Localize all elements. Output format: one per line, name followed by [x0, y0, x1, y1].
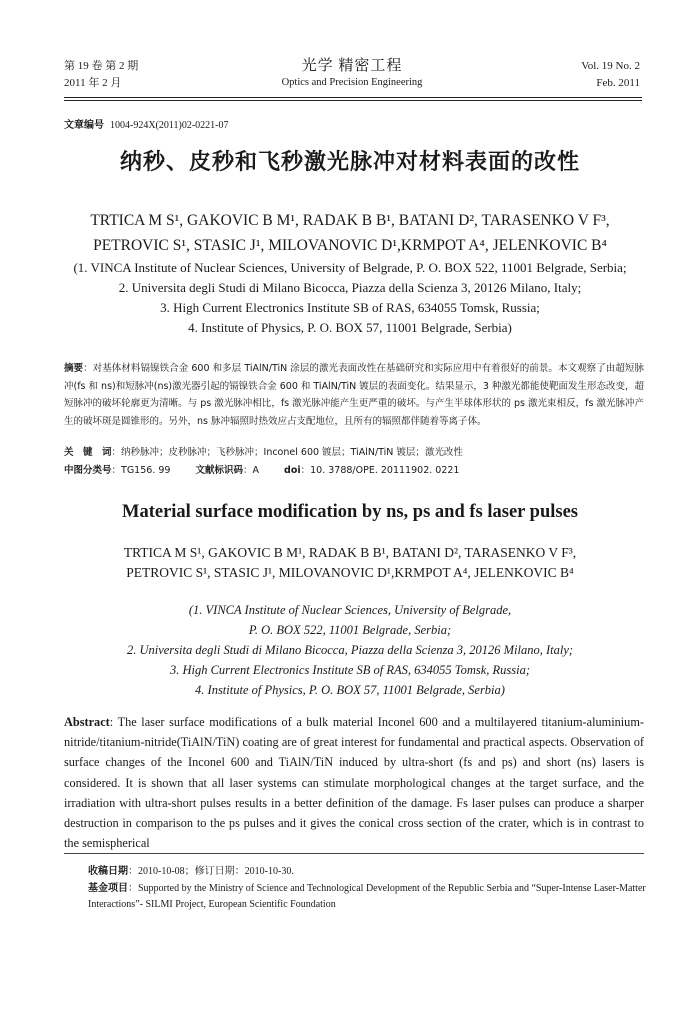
fund-text: ：Supported by the Ministry of Science and Technological Development of the Republic Serbia and “Super-Intense Laser-Matter Interactions”- SILMI Project, European Scientific Foundation [88, 883, 646, 910]
author-line-1: TRTICA M S¹, GAKOVIC B M¹, RADAK B B¹, BATANI D², TARASENKO V F³, [90, 212, 610, 229]
affiliation-2: 2. Universita degli Studi di Milano Bicocca, Piazza della Scienza 3, 20126 Milano, Italy; [118, 280, 582, 295]
affiliation-en-1b: P. O. BOX 522, 11001 Belgrade, Serbia; [248, 623, 452, 637]
volume-en: Vol. 19 No. 2 [581, 60, 640, 72]
document-code [195, 465, 259, 476]
date-cn: 2011 年 2 月 [64, 77, 122, 89]
received-text: ：2010-10-08；修订日期：2010-10-30. [128, 866, 294, 877]
author-en-line-2: PETROVIC S¹, STASIC J¹, MILOVANOVIC D¹,KRMPOT A⁴, JELENKOVIC B⁴ [126, 565, 574, 580]
affiliation-4: 4. Institute of Physics, P. O. BOX 57, 11001 Belgrade, Serbia) [188, 320, 512, 335]
author-list [40, 208, 660, 258]
journal-name-en: Optics and Precision Engineering [281, 77, 423, 88]
doi-label: doi [284, 465, 301, 476]
affiliation-en-2: 2. Universita degli Studi di Milano Bicocca, Piazza della Scienza 3, 20126 Milano, Italy; [126, 643, 574, 657]
doi [284, 465, 459, 476]
affiliation-list [40, 258, 660, 338]
footnote-received [88, 864, 648, 880]
header-rule-bottom [64, 100, 642, 101]
affiliation-3: 3. High Current Electronics Institute SB of RAS, 634055 Tomsk, Russia; [160, 300, 540, 315]
doi-value: ：10. 3788/OPE. 20111902. 0221 [300, 465, 460, 476]
keywords-cn [64, 445, 463, 461]
footnote-fund [88, 881, 648, 913]
affiliation-list-en [40, 600, 660, 700]
header-center [64, 56, 640, 90]
article-number-value: 1004-924X(2011)02-0221-07 [110, 120, 229, 131]
received-label: 收稿日期 [88, 866, 128, 877]
affiliation-1: (1. VINCA Institute of Nuclear Sciences, University of Belgrade, P. O. BOX 522, 11001 Belgrade, Serbia; [73, 260, 627, 275]
classification-line [64, 463, 481, 479]
fund-label: 基金项目 [88, 883, 128, 894]
volume-cn: 第 19 卷 第 2 期 [64, 60, 139, 72]
journal-name-cn: 光学 精密工程 [301, 58, 403, 74]
clc-number [64, 465, 170, 476]
author-list-en [60, 543, 640, 583]
title-en: Material surface modification by ns, ps and fs laser pulses [121, 502, 578, 522]
date-en: Feb. 2011 [596, 77, 640, 89]
affiliation-en-3: 3. High Current Electronics Institute SB of RAS, 634055 Tomsk, Russia; [169, 663, 531, 677]
header-right [581, 58, 640, 92]
article-number-label: 文章编号 [64, 120, 104, 131]
abstract-en [64, 712, 644, 853]
running-header [64, 58, 640, 98]
affiliation-en-4: 4. Institute of Physics, P. O. BOX 57, 11001 Belgrade, Serbia) [195, 683, 505, 697]
abstract-en-text: : The laser surface modifications of a bulk material Inconel 600 and a multilayered titanium-aluminium-nitride/titanium-nitride(TiAlN/TiN) coating are of great interest for fundamental and practical aspects. Observation of surface changes of the Inconel 600 and TiAlN/TiN induced by ultra-short (fs and ps) and short (ns) lasers is considered. It is shown that all laser systems can stimulate morphological changes at the target surface, and the irradiation with ultra-short pulses results in a better definition of the damage. Fs laser pulses can produce a sharper destruction in comparison to the ps pulses and it gives the conical cross section of the crater, which is in contrast to the semispherical [64, 715, 644, 851]
abstract-en-label: Abstract [64, 715, 110, 729]
article-number [64, 116, 229, 131]
clc-label: 中图分类号 [64, 465, 112, 476]
footnote-rule [64, 853, 644, 854]
clc-value: ：TG156. 99 [111, 465, 171, 476]
author-en-line-1: TRTICA M S¹, GAKOVIC B M¹, RADAK B B¹, BATANI D², TARASENKO V F³, [123, 545, 577, 560]
document-code-value: ：A [243, 465, 259, 476]
header-rule-top [64, 97, 642, 98]
keywords-cn-text: ：纳秒脉冲；皮秒脉冲；飞秒脉冲；Inconel 600 镀层；TiAlN/TiN 镀层；激光改性 [111, 447, 463, 458]
abstract-cn-text: ：对基体材料镉镍铁合金 600 和多层 TiAlN/TiN 涂层的激光表面改性在基础研究和实际应用中有着很好的前景。本文观察了由超短脉冲(fs 和 ns)和短脉冲(ns)激光器引起的镉镍铁合金 600 和 TiAlN/TiN 镀层的表面变化。结果显示，3 种激光都能使靶面发生形态改变，超短脉冲的破坏轮廓更为清晰。与 ps 激光脉冲相比，fs 激光脉冲能产生更严重的破坏。与产生半球体形状的 ps 激光束相反，fs 激光脉冲产生的破坏斑是圆锥形的。另外，ns 脉冲辐照时热效应占支配地位，且所有的辐照都伴随着等离子体。 [64, 363, 644, 427]
abstract-cn [64, 360, 644, 430]
keywords-cn-label: 关 键 词 [64, 447, 112, 458]
title-cn: 纳秒、皮秒和飞秒激光脉冲对材料表面的改性 [119, 150, 580, 175]
document-code-label: 文献标识码 [195, 465, 243, 476]
author-line-2: PETROVIC S¹, STASIC J¹, MILOVANOVIC D¹,KRMPOT A⁴, JELENKOVIC B⁴ [93, 237, 607, 254]
abstract-cn-label: 摘要 [64, 363, 84, 374]
affiliation-en-1a: (1. VINCA Institute of Nuclear Sciences, University of Belgrade, [188, 603, 512, 617]
